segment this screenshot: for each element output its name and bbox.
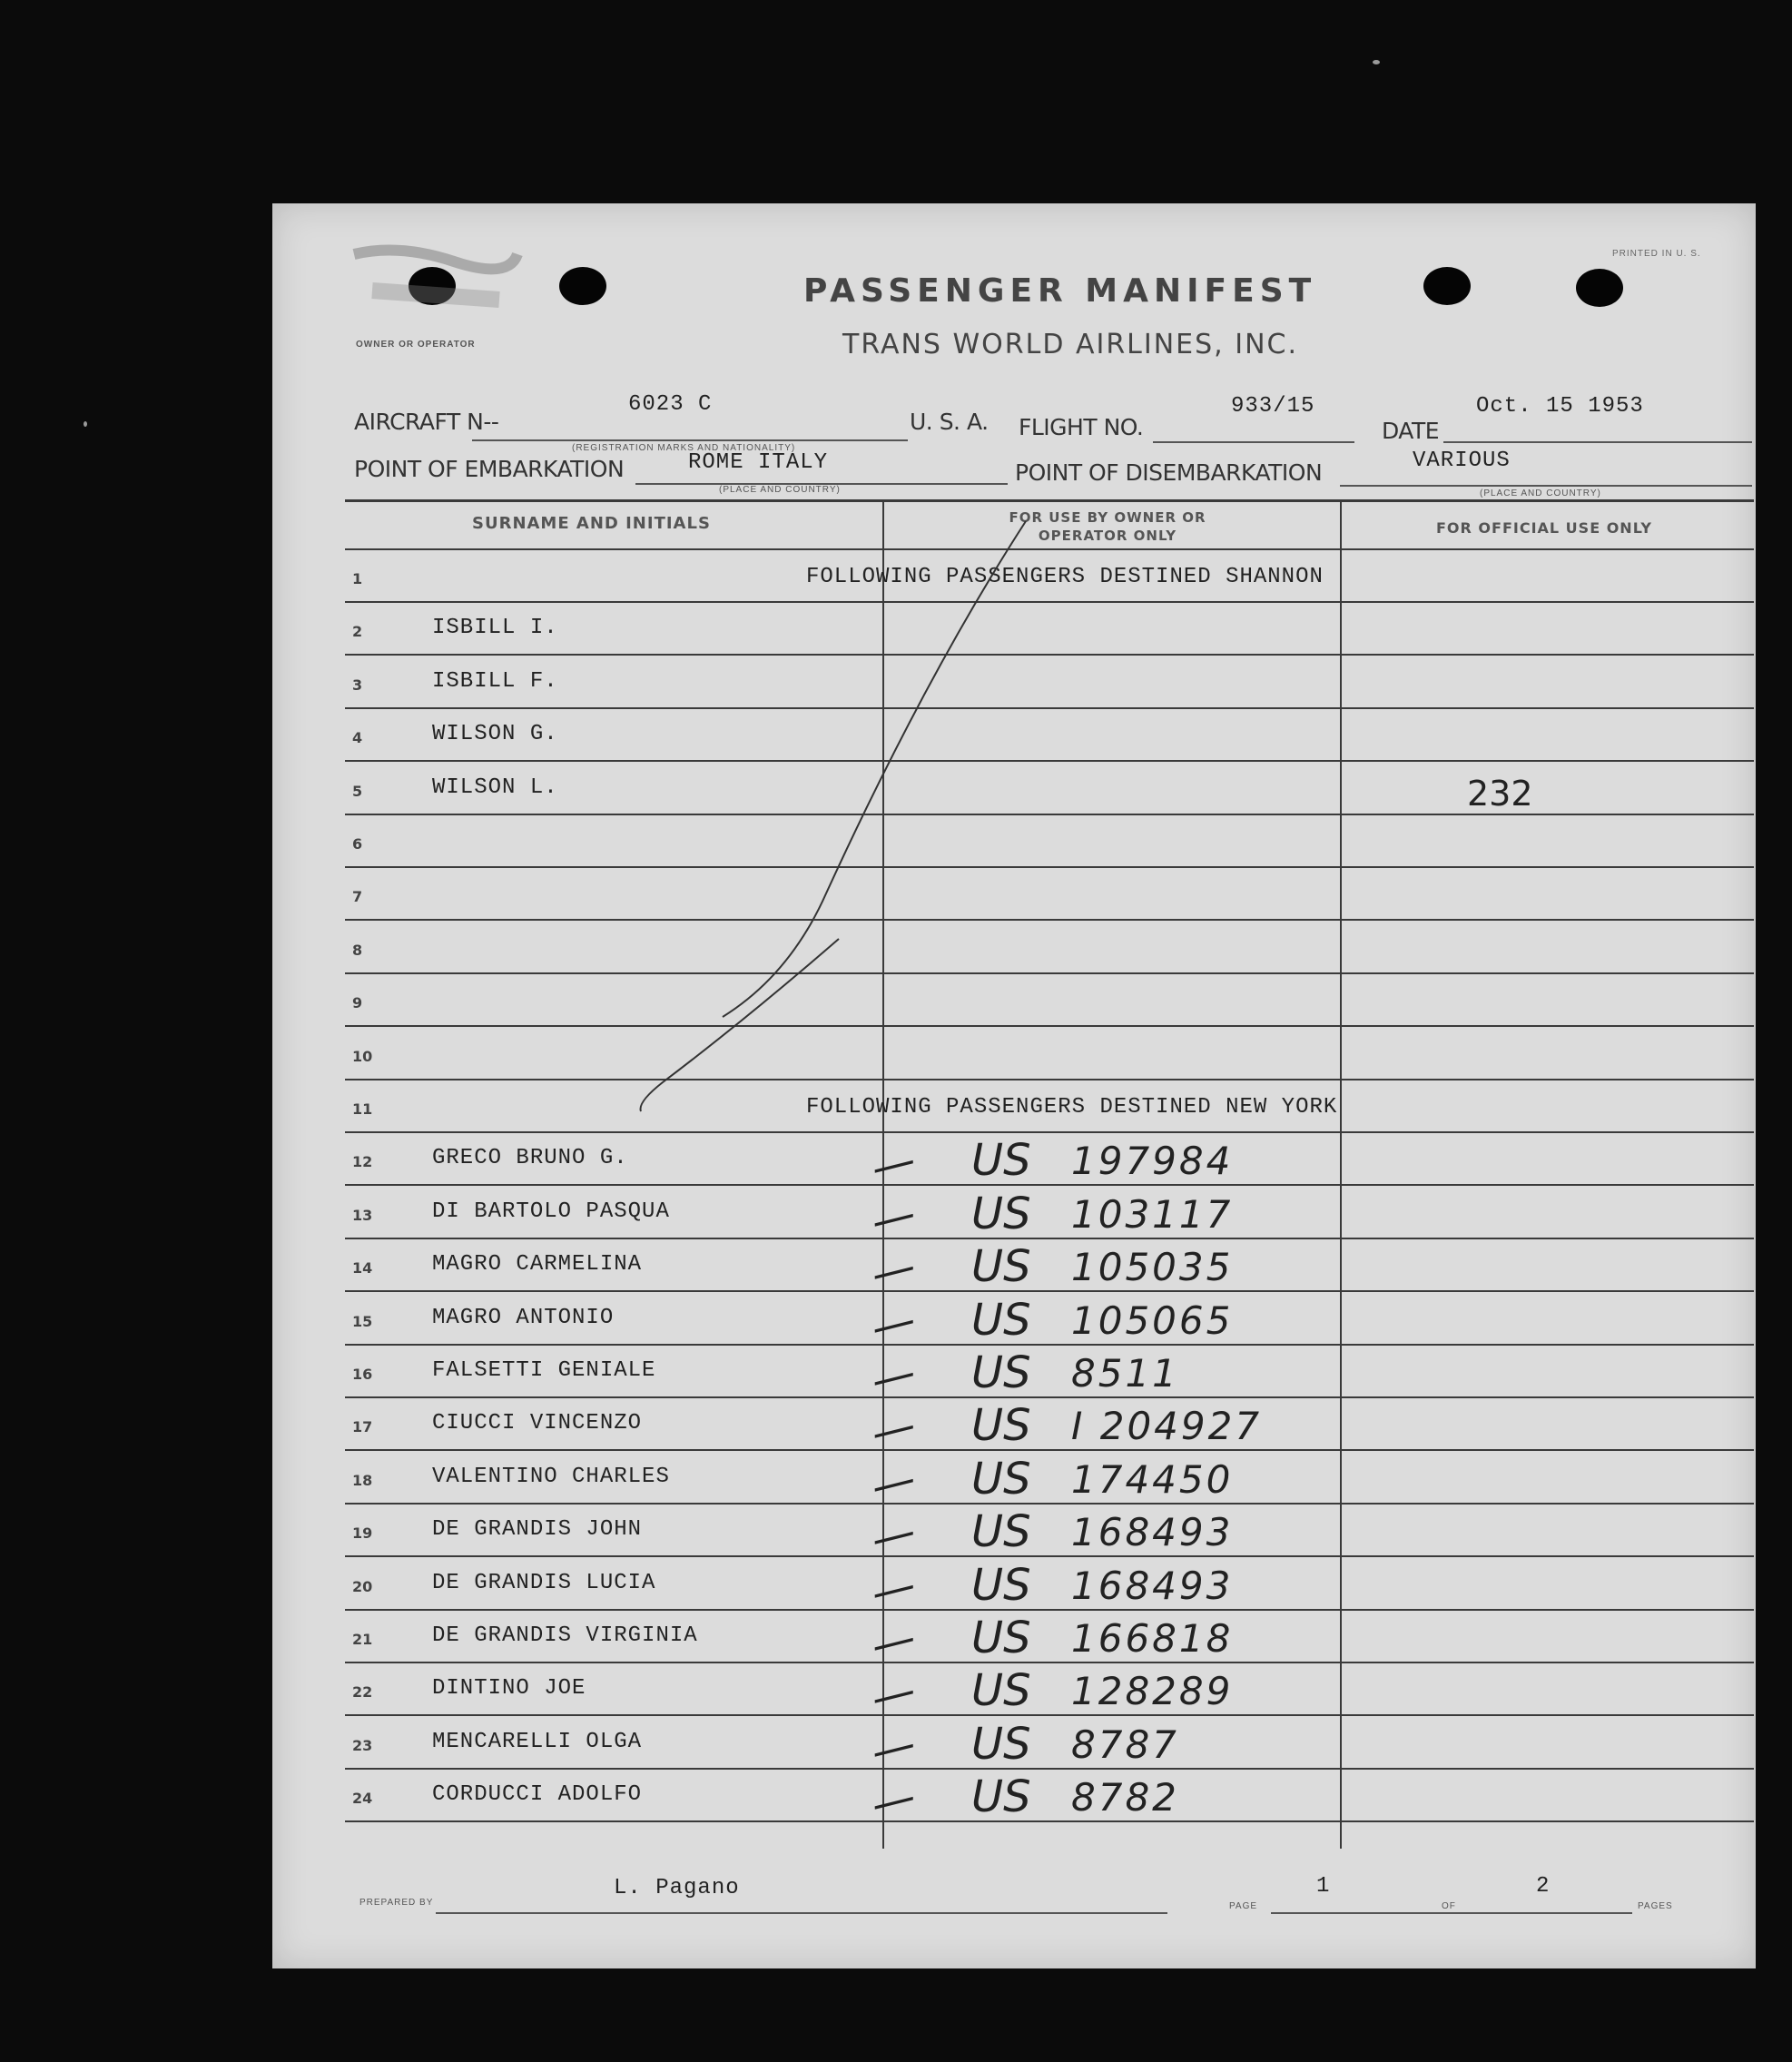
row-number: 2 [352, 623, 363, 640]
row-number: 19 [352, 1524, 373, 1542]
document-type: US [971, 1719, 1031, 1770]
row-number: 20 [352, 1578, 373, 1595]
of-line [1472, 1912, 1632, 1914]
row-number: 12 [352, 1153, 373, 1170]
document-number: 105035 [1071, 1245, 1234, 1289]
aircraft-value: 6023 C [628, 392, 713, 417]
row-number: 13 [352, 1207, 373, 1224]
row-number: 14 [352, 1259, 373, 1277]
prepared-by-line [436, 1912, 1167, 1914]
scan-speck [1373, 60, 1380, 64]
passenger-name: WILSON G. [432, 722, 558, 746]
document-type: US [971, 1347, 1031, 1398]
row-number: 11 [352, 1100, 373, 1118]
owner-use-column-header: FOR USE BY OWNER OR OPERATOR ONLY [1009, 509, 1206, 544]
row-number: 9 [352, 994, 363, 1011]
row-number: 22 [352, 1683, 373, 1701]
date-label: DATE [1382, 418, 1440, 444]
row-number: 24 [352, 1790, 373, 1807]
document-type: US [971, 1189, 1031, 1239]
company-name: TRANS WORLD AIRLINES, INC. [842, 329, 1299, 360]
check-mark: — [865, 1347, 921, 1406]
row-number: 6 [352, 835, 363, 853]
row-number: 23 [352, 1737, 373, 1754]
document-type: US [971, 1665, 1031, 1716]
document-type: US [971, 1400, 1031, 1451]
row-number: 16 [352, 1366, 373, 1383]
official-use-column-header: FOR OFFICIAL USE ONLY [1436, 519, 1652, 537]
pages-label: PAGES [1638, 1901, 1673, 1911]
check-mark: — [865, 1399, 921, 1459]
row-number: 3 [352, 676, 363, 694]
check-mark: — [865, 1294, 921, 1354]
page-label: PAGE [1229, 1901, 1258, 1911]
passenger-name: DI BARTOLO PASQUA [432, 1199, 670, 1224]
surname-column-header: SURNAME AND INITIALS [472, 514, 711, 533]
passenger-name: MAGRO CARMELINA [432, 1252, 643, 1277]
embarkation-label: POINT OF EMBARKATION [354, 456, 625, 482]
check-mark: — [865, 1453, 921, 1513]
aircraft-label: AIRCRAFT N-- [354, 409, 499, 435]
passenger-name: DE GRANDIS VIRGINIA [432, 1623, 698, 1648]
row-number: 4 [352, 729, 363, 746]
place-note: (PLACE AND COUNTRY) [1480, 488, 1601, 498]
place-note: (PLACE AND COUNTRY) [719, 485, 841, 495]
passenger-name: DE GRANDIS LUCIA [432, 1571, 656, 1595]
passenger-name: VALENTINO CHARLES [432, 1465, 670, 1489]
check-mark: — [865, 1559, 921, 1619]
document-number: 197984 [1071, 1139, 1234, 1183]
printed-in-note: PRINTED IN U. S. [1612, 249, 1701, 259]
scan-speck [84, 421, 87, 427]
document-number: 128289 [1071, 1669, 1234, 1713]
document-type: US [971, 1771, 1031, 1822]
pen-strike-lines [272, 203, 1756, 1968]
passenger-name: DE GRANDIS JOHN [432, 1517, 643, 1542]
prepared-by-label: PREPARED BY [359, 1898, 434, 1908]
owner-label: OWNER OR OPERATOR [356, 340, 476, 350]
row-number: 7 [352, 888, 363, 905]
passenger-name: MAGRO ANTONIO [432, 1306, 615, 1330]
row-number: 1 [352, 570, 363, 587]
check-mark: — [865, 1664, 921, 1724]
page-value: 1 [1316, 1874, 1331, 1899]
disembarkation-label: POINT OF DISEMBARKATION [1015, 459, 1323, 486]
passenger-name: ISBILL F. [432, 669, 558, 694]
document-number: 8782 [1071, 1775, 1179, 1820]
document-type: US [971, 1613, 1031, 1663]
passenger-name: CIUCCI VINCENZO [432, 1411, 643, 1436]
document-type: US [971, 1506, 1031, 1557]
flight-no-label: FLIGHT NO. [1019, 414, 1144, 440]
disembarkation-value: VARIOUS [1413, 449, 1511, 473]
passenger-name: MENCARELLI OLGA [432, 1730, 643, 1754]
registration-note: (REGISTRATION MARKS AND NATIONALITY) [572, 443, 796, 453]
manifest-sheet [272, 203, 1756, 1968]
destination-banner: FOLLOWING PASSENGERS DESTINED NEW YORK [806, 1095, 1338, 1120]
row-number: 5 [352, 783, 363, 800]
document-number: 166818 [1071, 1616, 1234, 1661]
document-number: 8787 [1071, 1722, 1179, 1767]
official-use-note: 232 [1467, 774, 1533, 814]
of-value: 2 [1536, 1874, 1551, 1899]
check-mark: — [865, 1612, 921, 1672]
passenger-name: CORDUCCI ADOLFO [432, 1782, 643, 1807]
check-mark: — [865, 1505, 921, 1565]
row-number: 15 [352, 1313, 373, 1330]
page-line [1271, 1912, 1507, 1914]
document-type: US [971, 1135, 1031, 1186]
row-number: 8 [352, 942, 363, 959]
document-type: US [971, 1295, 1031, 1346]
document-type: US [971, 1454, 1031, 1505]
passenger-name: DINTINO JOE [432, 1676, 586, 1701]
check-mark: — [865, 1718, 921, 1778]
prepared-by-value: L. Pagano [614, 1876, 740, 1900]
destination-banner: FOLLOWING PASSENGERS DESTINED SHANNON [806, 565, 1324, 589]
document-number: 168493 [1071, 1564, 1234, 1608]
document-number: 103117 [1071, 1192, 1234, 1237]
flight-no-value: 933/15 [1231, 394, 1315, 419]
nationality: U. S. A. [910, 409, 989, 435]
passenger-name: ISBILL I. [432, 616, 558, 640]
embarkation-value: ROME ITALY [688, 450, 829, 475]
document-number: I 204927 [1071, 1404, 1263, 1448]
check-mark: — [865, 1771, 921, 1830]
passenger-name: FALSETTI GENIALE [432, 1358, 656, 1383]
document-number: 8511 [1071, 1351, 1179, 1396]
row-number: 10 [352, 1048, 373, 1065]
row-number: 17 [352, 1418, 373, 1436]
document-type: US [971, 1241, 1031, 1292]
check-mark: — [865, 1240, 921, 1300]
check-mark: — [865, 1188, 921, 1248]
document-number: 105065 [1071, 1298, 1234, 1343]
row-number: 21 [352, 1631, 373, 1648]
check-mark: — [865, 1134, 921, 1194]
document-number: 168493 [1071, 1510, 1234, 1554]
passenger-name: GRECO BRUNO G. [432, 1146, 628, 1170]
document-number: 174450 [1071, 1457, 1234, 1502]
date-value: Oct. 15 1953 [1476, 394, 1644, 419]
row-number: 18 [352, 1472, 373, 1489]
page-title: PASSENGER MANIFEST [803, 272, 1317, 310]
document-type: US [971, 1560, 1031, 1611]
passenger-name: WILSON L. [432, 775, 558, 800]
of-label: OF [1442, 1901, 1456, 1911]
